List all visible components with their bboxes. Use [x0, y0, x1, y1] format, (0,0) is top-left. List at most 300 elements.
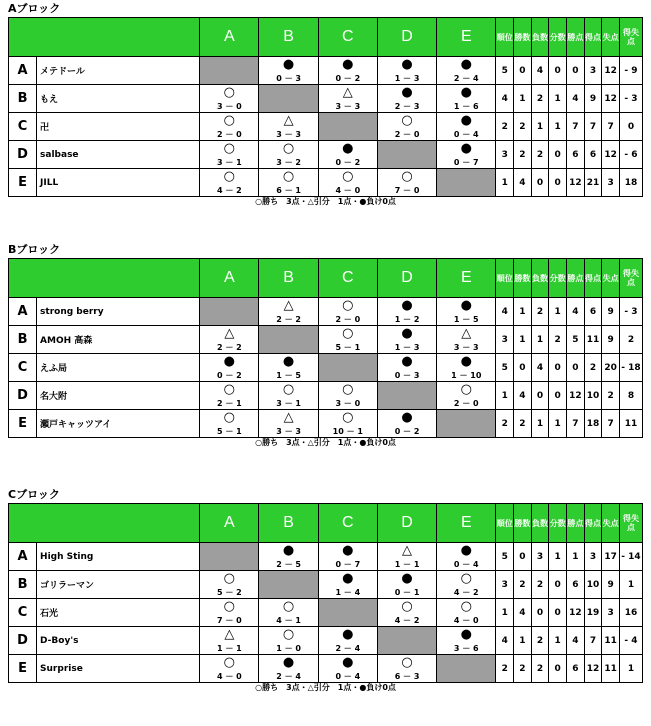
column-header-c: C — [318, 259, 377, 298]
match-score: 5 － 1 — [216, 427, 242, 436]
column-header-e: E — [437, 18, 496, 57]
standings-table — [8, 503, 643, 683]
match-score: 0 － 1 — [394, 588, 420, 597]
stat-value: 1 — [531, 410, 549, 438]
stat-value: 2 — [514, 410, 532, 438]
stat-value: 9 — [602, 298, 620, 326]
table-row — [9, 85, 643, 113]
match-result-cell — [200, 655, 259, 683]
stat-value: - 18 — [619, 354, 642, 382]
stat-value: 0 — [549, 354, 567, 382]
self-match-cell — [318, 354, 377, 382]
match-result-cell — [259, 655, 318, 683]
column-header-c: C — [318, 18, 377, 57]
stat-value: 19 — [584, 599, 602, 627]
stat-value: 3 — [584, 57, 602, 85]
result-symbol: ● — [401, 354, 413, 369]
match-score: 7 － 0 — [216, 616, 242, 625]
team-name: ゴリラーマン — [37, 571, 200, 599]
stat-value: 7 — [584, 627, 602, 655]
result-symbol: ○ — [223, 410, 235, 425]
stat-value: 1 — [514, 627, 532, 655]
header-blank — [9, 259, 200, 298]
stat-value: 0 — [549, 382, 567, 410]
result-symbol: ○ — [223, 655, 235, 670]
match-result-cell — [318, 543, 377, 571]
match-result-cell — [200, 113, 259, 141]
header-blank — [9, 18, 200, 57]
result-symbol: ● — [460, 354, 472, 369]
legend: ○勝ち 3点・△引分 1点・●負け0点 — [255, 197, 396, 206]
stat-value: 2 — [619, 326, 642, 354]
result-symbol: ○ — [282, 169, 295, 184]
row-letter: D — [9, 141, 37, 169]
stat-value: 11 — [584, 326, 602, 354]
result-symbol: △ — [283, 113, 294, 128]
match-score: 6 － 1 — [276, 186, 301, 195]
match-result-cell — [377, 543, 436, 571]
stat-value: 11 — [602, 655, 620, 683]
match-result-cell — [318, 298, 377, 326]
table-row — [9, 298, 643, 326]
column-header-e: E — [437, 504, 496, 543]
match-score: 1 － 3 — [394, 343, 420, 352]
stat-value: - 6 — [619, 141, 642, 169]
column-header-b: B — [259, 259, 318, 298]
team-name: メテドール — [37, 57, 200, 85]
match-score: 6 － 3 — [394, 672, 420, 681]
result-symbol: ● — [460, 113, 472, 128]
match-score: 2 － 3 — [394, 102, 420, 111]
table-row — [9, 354, 643, 382]
match-score: 1 － 1 — [216, 644, 242, 653]
stat-value: 6 — [567, 655, 585, 683]
result-symbol: ● — [342, 627, 354, 642]
table-row — [9, 571, 643, 599]
team-name: 名大附 — [37, 382, 200, 410]
match-result-cell — [437, 354, 496, 382]
match-score: 2 － 2 — [276, 315, 301, 324]
match-result-cell — [200, 410, 259, 438]
stat-header: 順位 — [496, 504, 514, 543]
self-match-cell — [377, 382, 436, 410]
stat-value: 0 — [531, 382, 549, 410]
stat-value: 20 — [602, 354, 620, 382]
match-result-cell — [377, 113, 436, 141]
stat-value: 2 — [496, 655, 514, 683]
match-score: 2 － 4 — [276, 672, 301, 681]
stat-value: 4 — [514, 382, 532, 410]
match-score: 3 － 3 — [335, 102, 361, 111]
result-symbol: ● — [342, 571, 354, 586]
match-score: 2 － 0 — [335, 315, 361, 324]
match-result-cell — [318, 627, 377, 655]
team-name: D-Boy's — [37, 627, 200, 655]
match-result-cell — [437, 599, 496, 627]
row-letter: C — [9, 599, 37, 627]
table-row — [9, 655, 643, 683]
stat-value: 9 — [584, 85, 602, 113]
result-symbol: ● — [460, 298, 472, 313]
stat-value: 2 — [514, 113, 532, 141]
stat-value: 1 — [514, 326, 532, 354]
table-row — [9, 141, 643, 169]
result-symbol: ● — [342, 141, 354, 156]
stat-header: 分数 — [549, 18, 567, 57]
stat-value: 0 — [567, 57, 585, 85]
stat-value: - 9 — [619, 57, 642, 85]
stat-value: 1 — [531, 113, 549, 141]
result-symbol: △ — [224, 326, 235, 341]
stat-value: 0 — [514, 354, 532, 382]
stat-value: 4 — [496, 298, 514, 326]
self-match-cell — [437, 169, 496, 197]
stat-value: 2 — [602, 382, 620, 410]
match-score: 0 － 7 — [335, 560, 361, 569]
standings-table — [8, 17, 643, 197]
match-result-cell — [377, 57, 436, 85]
match-result-cell — [200, 141, 259, 169]
stat-value: 3 — [531, 543, 549, 571]
stat-value: 12 — [602, 141, 620, 169]
result-symbol: ● — [401, 326, 413, 341]
team-name: strong berry — [37, 298, 200, 326]
row-letter: E — [9, 169, 37, 197]
column-header-a: A — [200, 504, 259, 543]
row-letter: D — [9, 382, 37, 410]
column-header-b: B — [259, 18, 318, 57]
self-match-cell — [437, 655, 496, 683]
result-symbol: △ — [342, 85, 353, 100]
match-score: 1 － 4 — [335, 588, 361, 597]
stat-value: 8 — [619, 382, 642, 410]
stat-value: 2 — [496, 410, 514, 438]
stat-value: 0 — [531, 599, 549, 627]
match-result-cell — [318, 57, 377, 85]
match-result-cell — [259, 169, 318, 197]
match-score: 1 － 1 — [394, 560, 420, 569]
stat-value: 2 — [531, 298, 549, 326]
match-result-cell — [200, 354, 259, 382]
match-result-cell — [437, 141, 496, 169]
stat-value: 1 — [514, 85, 532, 113]
stat-value: 9 — [602, 571, 620, 599]
match-result-cell — [200, 627, 259, 655]
match-score: 1 － 10 — [451, 371, 482, 380]
standings-table — [8, 258, 643, 438]
match-result-cell — [200, 599, 259, 627]
self-match-cell — [259, 571, 318, 599]
match-result-cell — [437, 85, 496, 113]
column-header-a: A — [200, 259, 259, 298]
match-score: 1 － 5 — [276, 371, 301, 380]
stat-value: 17 — [602, 543, 620, 571]
match-result-cell — [259, 141, 318, 169]
stat-value: 3 — [496, 571, 514, 599]
result-symbol: ○ — [401, 113, 413, 128]
team-name: えふ局 — [37, 354, 200, 382]
match-score: 3 － 2 — [276, 158, 301, 167]
header-row — [9, 504, 643, 543]
stat-value: 7 — [567, 410, 585, 438]
match-score: 3 － 1 — [276, 399, 301, 408]
stat-header: 得点 — [584, 504, 602, 543]
stat-value: 4 — [567, 298, 585, 326]
stat-value: 12 — [567, 382, 585, 410]
row-letter: C — [9, 354, 37, 382]
result-symbol: ○ — [342, 382, 354, 397]
table-row — [9, 382, 643, 410]
match-score: 3 － 3 — [276, 427, 301, 436]
match-result-cell — [377, 354, 436, 382]
column-header-c: C — [318, 504, 377, 543]
stat-header: 勝数 — [514, 259, 532, 298]
stat-value: - 4 — [619, 627, 642, 655]
stat-value: 0 — [549, 655, 567, 683]
result-symbol: ● — [460, 627, 472, 642]
match-score: 1 － 2 — [394, 315, 420, 324]
stat-value: 3 — [496, 326, 514, 354]
match-score: 3 － 0 — [335, 399, 361, 408]
team-name: High Sting — [37, 543, 200, 571]
self-match-cell — [377, 627, 436, 655]
match-score: 4 － 2 — [216, 186, 242, 195]
match-result-cell — [259, 298, 318, 326]
stat-value: 7 — [567, 113, 585, 141]
stat-value: 5 — [496, 354, 514, 382]
header-row — [9, 259, 643, 298]
stat-value: 16 — [619, 599, 642, 627]
match-score: 1 － 5 — [453, 315, 479, 324]
match-result-cell — [318, 382, 377, 410]
table-row — [9, 410, 643, 438]
result-symbol: ○ — [342, 410, 354, 425]
stat-value: 18 — [619, 169, 642, 197]
stat-value: - 3 — [619, 85, 642, 113]
result-symbol: ● — [401, 85, 413, 100]
match-score: 2 － 1 — [216, 399, 242, 408]
stat-header: 失点 — [602, 259, 620, 298]
stat-value: 11 — [602, 627, 620, 655]
stat-value: 1 — [496, 599, 514, 627]
match-result-cell — [318, 655, 377, 683]
result-symbol: ○ — [342, 326, 354, 341]
result-symbol: △ — [461, 326, 472, 341]
stat-value: 2 — [531, 141, 549, 169]
stat-value: 2 — [514, 655, 532, 683]
self-match-cell — [259, 326, 318, 354]
stat-value: 9 — [602, 326, 620, 354]
stat-header: 順位 — [496, 259, 514, 298]
match-score: 2 － 5 — [276, 560, 301, 569]
result-symbol: ● — [401, 571, 413, 586]
row-letter: C — [9, 113, 37, 141]
block-title: Bブロック — [8, 243, 61, 256]
result-symbol: ○ — [223, 169, 235, 184]
stat-header: 勝点 — [567, 504, 585, 543]
stat-header: 勝数 — [514, 18, 532, 57]
stat-value: 10 — [584, 571, 602, 599]
stat-header: 順位 — [496, 18, 514, 57]
table-row — [9, 599, 643, 627]
stat-value: 5 — [496, 543, 514, 571]
stat-value: 2 — [514, 571, 532, 599]
match-score: 4 － 0 — [216, 672, 242, 681]
result-symbol: ○ — [460, 382, 472, 397]
stat-value: 3 — [496, 141, 514, 169]
stat-value: 6 — [584, 141, 602, 169]
self-match-cell — [377, 141, 436, 169]
stat-value: 12 — [602, 57, 620, 85]
match-result-cell — [318, 410, 377, 438]
self-match-cell — [318, 113, 377, 141]
match-score: 1 － 6 — [453, 102, 479, 111]
match-score: 0 － 4 — [453, 130, 479, 139]
row-letter: B — [9, 326, 37, 354]
match-result-cell — [259, 627, 318, 655]
match-score: 4 － 2 — [394, 616, 420, 625]
result-symbol: ● — [460, 543, 472, 558]
column-header-d: D — [377, 259, 436, 298]
stat-value: 0 — [549, 571, 567, 599]
row-letter: E — [9, 410, 37, 438]
match-score: 4 － 2 — [453, 588, 479, 597]
self-match-cell — [200, 298, 259, 326]
stat-header: 得点 — [584, 259, 602, 298]
result-symbol: ○ — [223, 113, 235, 128]
result-symbol: ● — [342, 655, 354, 670]
stat-value: 7 — [602, 410, 620, 438]
match-result-cell — [259, 599, 318, 627]
match-score: 0 － 2 — [335, 74, 361, 83]
stat-value: 1 — [549, 298, 567, 326]
stat-value: 12 — [567, 169, 585, 197]
result-symbol: ● — [282, 655, 295, 670]
stat-header: 負数 — [531, 18, 549, 57]
team-name: salbase — [37, 141, 200, 169]
stat-value: 2 — [514, 141, 532, 169]
team-name: AMOH 高森 — [37, 326, 200, 354]
team-name: もえ — [37, 85, 200, 113]
stat-value: 2 — [549, 326, 567, 354]
stat-value: 3 — [602, 599, 620, 627]
result-symbol: ○ — [460, 571, 472, 586]
match-score: 0 － 3 — [276, 74, 301, 83]
stat-value: 1 — [619, 655, 642, 683]
result-symbol: △ — [283, 410, 294, 425]
match-score: 7 － 0 — [394, 186, 420, 195]
stat-header: 失点 — [602, 18, 620, 57]
match-result-cell — [259, 410, 318, 438]
team-name: 石光 — [37, 599, 200, 627]
result-symbol: ○ — [401, 599, 413, 614]
result-symbol: ○ — [223, 382, 235, 397]
match-result-cell — [437, 543, 496, 571]
stat-header: 勝点 — [567, 259, 585, 298]
match-score: 5 － 2 — [216, 588, 242, 597]
match-result-cell — [259, 354, 318, 382]
result-symbol: ○ — [223, 599, 235, 614]
table-row — [9, 627, 643, 655]
stat-value: 1 — [549, 113, 567, 141]
stat-header: 得点 — [584, 18, 602, 57]
stat-value: 0 — [549, 599, 567, 627]
stat-value: 1 — [619, 571, 642, 599]
match-score: 10 － 1 — [332, 427, 363, 436]
row-letter: A — [9, 543, 37, 571]
header-blank — [9, 504, 200, 543]
stat-value: 1 — [549, 410, 567, 438]
match-result-cell — [437, 382, 496, 410]
row-letter: A — [9, 298, 37, 326]
result-symbol: ○ — [342, 298, 354, 313]
team-name: Surprise — [37, 655, 200, 683]
match-result-cell — [200, 326, 259, 354]
stat-value: 6 — [567, 141, 585, 169]
stat-value: 4 — [531, 57, 549, 85]
stat-value: 12 — [567, 599, 585, 627]
stat-value: 1 — [496, 382, 514, 410]
match-score: 0 － 7 — [453, 158, 479, 167]
table-row — [9, 113, 643, 141]
result-symbol: ○ — [223, 571, 235, 586]
stat-value: 0 — [549, 141, 567, 169]
self-match-cell — [318, 599, 377, 627]
stat-value: 12 — [602, 85, 620, 113]
match-score: 2 － 4 — [453, 74, 479, 83]
stat-value: 1 — [549, 85, 567, 113]
stat-value: 0 — [549, 169, 567, 197]
stat-value: 4 — [567, 85, 585, 113]
match-score: 0 － 3 — [394, 371, 420, 380]
result-symbol: ● — [401, 57, 413, 72]
match-score: 0 － 2 — [335, 158, 361, 167]
column-header-d: D — [377, 18, 436, 57]
match-score: 3 － 1 — [216, 158, 242, 167]
stat-value: 2 — [584, 354, 602, 382]
stat-value: 18 — [584, 410, 602, 438]
self-match-cell — [200, 543, 259, 571]
stat-value: 0 — [549, 57, 567, 85]
match-result-cell — [437, 326, 496, 354]
match-result-cell — [377, 326, 436, 354]
table-row — [9, 169, 643, 197]
stat-value: 0 — [514, 543, 532, 571]
stat-value: 4 — [496, 85, 514, 113]
team-name: 卍 — [37, 113, 200, 141]
match-result-cell — [200, 571, 259, 599]
match-score: 2 － 0 — [394, 130, 420, 139]
stat-value: 4 — [496, 627, 514, 655]
result-symbol: △ — [283, 298, 294, 313]
block-a — [8, 2, 643, 207]
match-score: 0 － 2 — [216, 371, 242, 380]
stat-value: 1 — [549, 543, 567, 571]
self-match-cell — [437, 410, 496, 438]
row-letter: D — [9, 627, 37, 655]
stat-header: 得失点 — [619, 259, 642, 298]
result-symbol: ● — [401, 298, 413, 313]
stat-value: 1 — [496, 169, 514, 197]
stat-header: 勝数 — [514, 504, 532, 543]
stat-value: 0 — [514, 57, 532, 85]
result-symbol: ● — [282, 354, 295, 369]
stat-value: - 3 — [619, 298, 642, 326]
match-result-cell — [259, 543, 318, 571]
column-header-d: D — [377, 504, 436, 543]
match-result-cell — [259, 113, 318, 141]
match-result-cell — [377, 85, 436, 113]
